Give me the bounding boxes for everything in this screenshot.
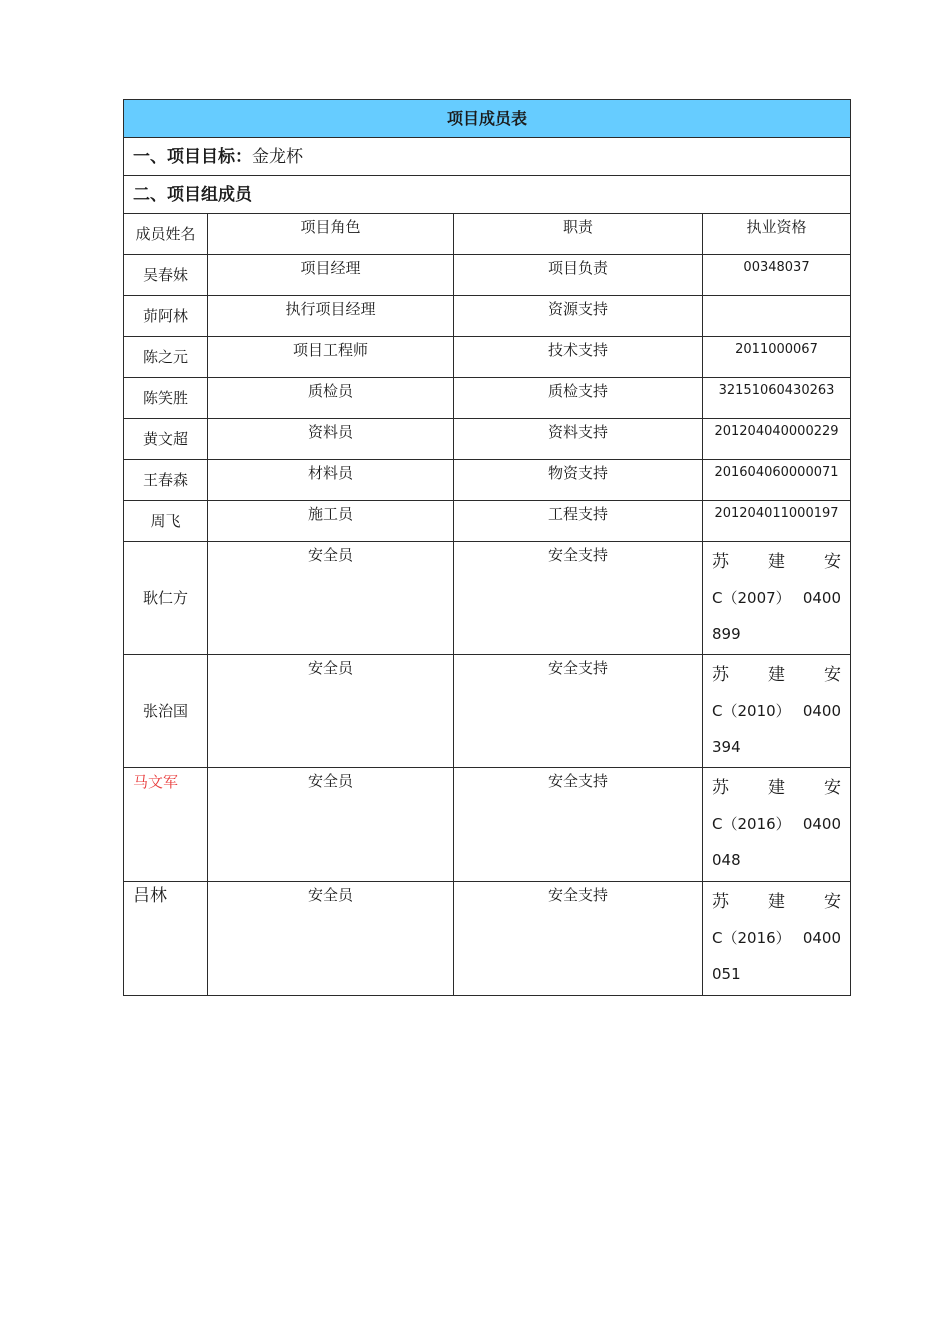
member-cert xyxy=(703,768,851,882)
member-cert: 201204040000229 xyxy=(703,419,851,460)
member-duty: 资料支持 xyxy=(454,419,703,460)
member-role: 施工员 xyxy=(208,501,454,542)
cert-char: 安 xyxy=(824,665,841,685)
cert-tail: 051 xyxy=(712,965,741,983)
table-row xyxy=(124,296,851,337)
member-name: 陈笑胜 xyxy=(124,378,208,419)
cert-mid: 0400 xyxy=(802,589,842,607)
member-role: 资料员 xyxy=(208,419,454,460)
cert-year: （2010） xyxy=(722,702,791,720)
cert-prefix: C xyxy=(712,815,723,833)
member-duty: 技术支持 xyxy=(454,337,703,378)
member-role: 安全员 xyxy=(208,655,454,768)
cert-prefix: C xyxy=(712,929,723,947)
member-name: 吴春妹 xyxy=(124,255,208,296)
table-title: 项目成员表 xyxy=(124,100,851,138)
member-name: 陈之元 xyxy=(124,337,208,378)
cert-char: 苏 xyxy=(712,552,729,572)
member-role: 项目经理 xyxy=(208,255,454,296)
cert-char: 苏 xyxy=(712,778,729,798)
cert-char: 建 xyxy=(768,778,785,798)
cert-mid: 0400 xyxy=(802,815,842,833)
member-role: 项目工程师 xyxy=(208,337,454,378)
member-duty: 安全支持 xyxy=(454,882,703,996)
member-cert xyxy=(703,655,851,768)
column-header-name: 成员姓名 xyxy=(124,214,208,255)
cert-prefix: C xyxy=(712,589,723,607)
member-duty: 工程支持 xyxy=(454,501,703,542)
cert-char: 建 xyxy=(768,665,785,685)
cert-tail: 899 xyxy=(712,625,741,643)
member-cert xyxy=(703,296,851,337)
member-duty: 安全支持 xyxy=(454,768,703,882)
table-row xyxy=(124,419,851,460)
member-duty: 资源支持 xyxy=(454,296,703,337)
member-duty: 项目负责 xyxy=(454,255,703,296)
cert-char: 安 xyxy=(824,892,841,912)
member-name: 黄文超 xyxy=(124,419,208,460)
cert-tail: 048 xyxy=(712,851,741,869)
table-row xyxy=(124,542,851,655)
member-name: 周飞 xyxy=(124,501,208,542)
table-row xyxy=(124,768,851,882)
member-cert: 32151060430263 xyxy=(703,378,851,419)
member-duty: 安全支持 xyxy=(454,655,703,768)
table-row xyxy=(124,460,851,501)
member-cert: 201204011000197 xyxy=(703,501,851,542)
member-name: 吕林 xyxy=(124,882,208,996)
cert-char: 安 xyxy=(824,778,841,798)
member-name: 茆阿林 xyxy=(124,296,208,337)
cert-year: （2016） xyxy=(722,815,791,833)
cert-char: 苏 xyxy=(712,665,729,685)
cert-prefix: C xyxy=(712,702,723,720)
member-role: 质检员 xyxy=(208,378,454,419)
project-goal-value: 金龙杯 xyxy=(252,146,303,167)
team-members-label: 二、项目组成员 xyxy=(133,184,252,205)
cert-char: 安 xyxy=(824,552,841,572)
member-name: 耿仁方 xyxy=(124,542,208,655)
member-cert: 201604060000071 xyxy=(703,460,851,501)
member-role: 安全员 xyxy=(208,768,454,882)
table-row xyxy=(124,378,851,419)
table-row xyxy=(124,655,851,768)
member-name-highlighted: 马文军 xyxy=(124,768,208,882)
cert-year: （2016） xyxy=(722,929,791,947)
cert-mid: 0400 xyxy=(802,702,842,720)
table-row xyxy=(124,255,851,296)
cert-tail: 394 xyxy=(712,738,741,756)
member-role: 安全员 xyxy=(208,882,454,996)
member-cert xyxy=(703,882,851,996)
member-cert xyxy=(703,542,851,655)
table-row xyxy=(124,337,851,378)
cert-year: （2007） xyxy=(722,589,791,607)
member-duty: 质检支持 xyxy=(454,378,703,419)
member-name: 王春森 xyxy=(124,460,208,501)
member-duty: 安全支持 xyxy=(454,542,703,655)
table-row xyxy=(124,882,851,996)
member-cert: 00348037 xyxy=(703,255,851,296)
column-header-duty: 职责 xyxy=(454,214,703,255)
member-role: 材料员 xyxy=(208,460,454,501)
member-cert: 2011000067 xyxy=(703,337,851,378)
column-header-row xyxy=(124,214,851,255)
project-goal-row xyxy=(124,138,851,176)
column-header-role: 项目角色 xyxy=(208,214,454,255)
cert-char: 苏 xyxy=(712,892,729,912)
cert-mid: 0400 xyxy=(802,929,842,947)
cert-char: 建 xyxy=(768,552,785,572)
team-members-row xyxy=(124,176,851,214)
member-name: 张治国 xyxy=(124,655,208,768)
member-table xyxy=(123,99,851,996)
table-row xyxy=(124,501,851,542)
project-goal-label: 一、项目目标： xyxy=(133,146,252,167)
column-header-cert: 执业资格 xyxy=(703,214,851,255)
cert-char: 建 xyxy=(768,892,785,912)
member-role: 安全员 xyxy=(208,542,454,655)
member-role: 执行项目经理 xyxy=(208,296,454,337)
member-duty: 物资支持 xyxy=(454,460,703,501)
